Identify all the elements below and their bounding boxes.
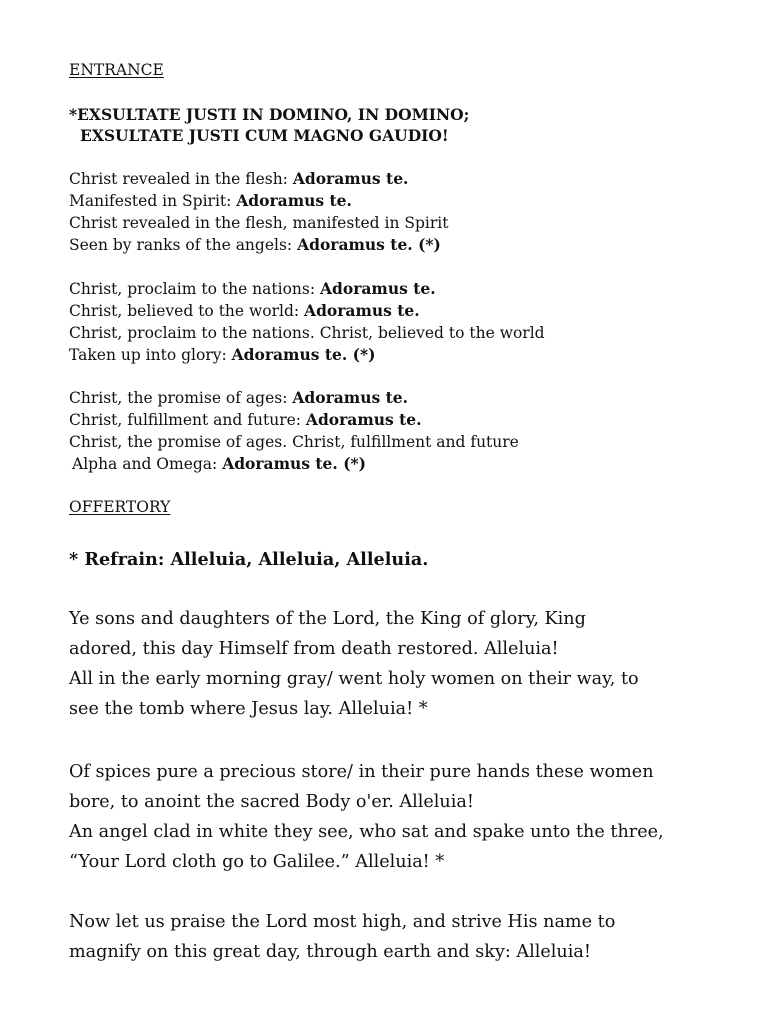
offertory-verse-1-line-4: see the tomb where Jesus lay. Alleluia! * [69, 699, 428, 719]
offertory-verse-2-line-4: “Your Lord cloth go to Galilee.” Alleluia! * [69, 852, 445, 872]
offertory-verse-3-line-1: Now let us praise the Lord most high, and strive His name to [69, 912, 616, 932]
entrance-verse-1-line-2: Manifested in Spirit: Adoramus te. [69, 191, 352, 210]
entrance-verse-2-line-3: Christ, proclaim to the nations. Christ, believed to the world [69, 324, 545, 342]
entrance-refrain-line-1: *EXSULTATE JUSTI IN DOMINO, IN DOMINO; [69, 105, 470, 124]
offertory-verse-2-line-2: bore, to anoint the sacred Body o'er. Alleluia! [69, 792, 474, 812]
entrance-heading: ENTRANCE [69, 61, 164, 79]
offertory-verse-1-line-1: Ye sons and daughters of the Lord, the King of glory, King [69, 609, 586, 629]
entrance-verse-1-line-4: Seen by ranks of the angels: Adoramus te. (*) [69, 235, 441, 254]
offertory-verse-1-line-2: adored, this day Himself from death restored. Alleluia! [69, 639, 559, 659]
entrance-verse-2-line-1: Christ, proclaim to the nations: Adoramus te. [69, 279, 436, 298]
entrance-verse-3-line-2: Christ, fulfillment and future: Adoramus te. [69, 410, 422, 429]
entrance-verse-3-line-3: Christ, the promise of ages. Christ, fulfillment and future [69, 433, 519, 451]
entrance-verse-3-line-4: Alpha and Omega: Adoramus te. (*) [72, 454, 366, 473]
entrance-verse-3-line-1: Christ, the promise of ages: Adoramus te. [69, 388, 408, 407]
entrance-verse-2-line-2: Christ, believed to the world: Adoramus te. [69, 301, 420, 320]
offertory-verse-1-line-3: All in the early morning gray/ went holy women on their way, to [69, 669, 639, 689]
offertory-verse-2-line-1: Of spices pure a precious store/ in their pure hands these women [69, 762, 654, 782]
entrance-verse-2-line-4: Taken up into glory: Adoramus te. (*) [69, 345, 376, 364]
entrance-refrain-line-2: EXSULTATE JUSTI CUM MAGNO GAUDIO! [80, 126, 449, 145]
offertory-refrain: * Refrain: Alleluia, Alleluia, Alleluia. [69, 549, 429, 570]
entrance-verse-1-line-1: Christ revealed in the flesh: Adoramus te. [69, 169, 409, 188]
offertory-verse-2-line-3: An angel clad in white they see, who sat and spake unto the three, [69, 822, 664, 842]
offertory-verse-3-line-2: magnify on this great day, through earth and sky: Alleluia! [69, 942, 591, 962]
offertory-heading: OFFERTORY [69, 498, 171, 516]
entrance-verse-1-line-3: Christ revealed in the flesh, manifested in Spirit [69, 214, 449, 232]
